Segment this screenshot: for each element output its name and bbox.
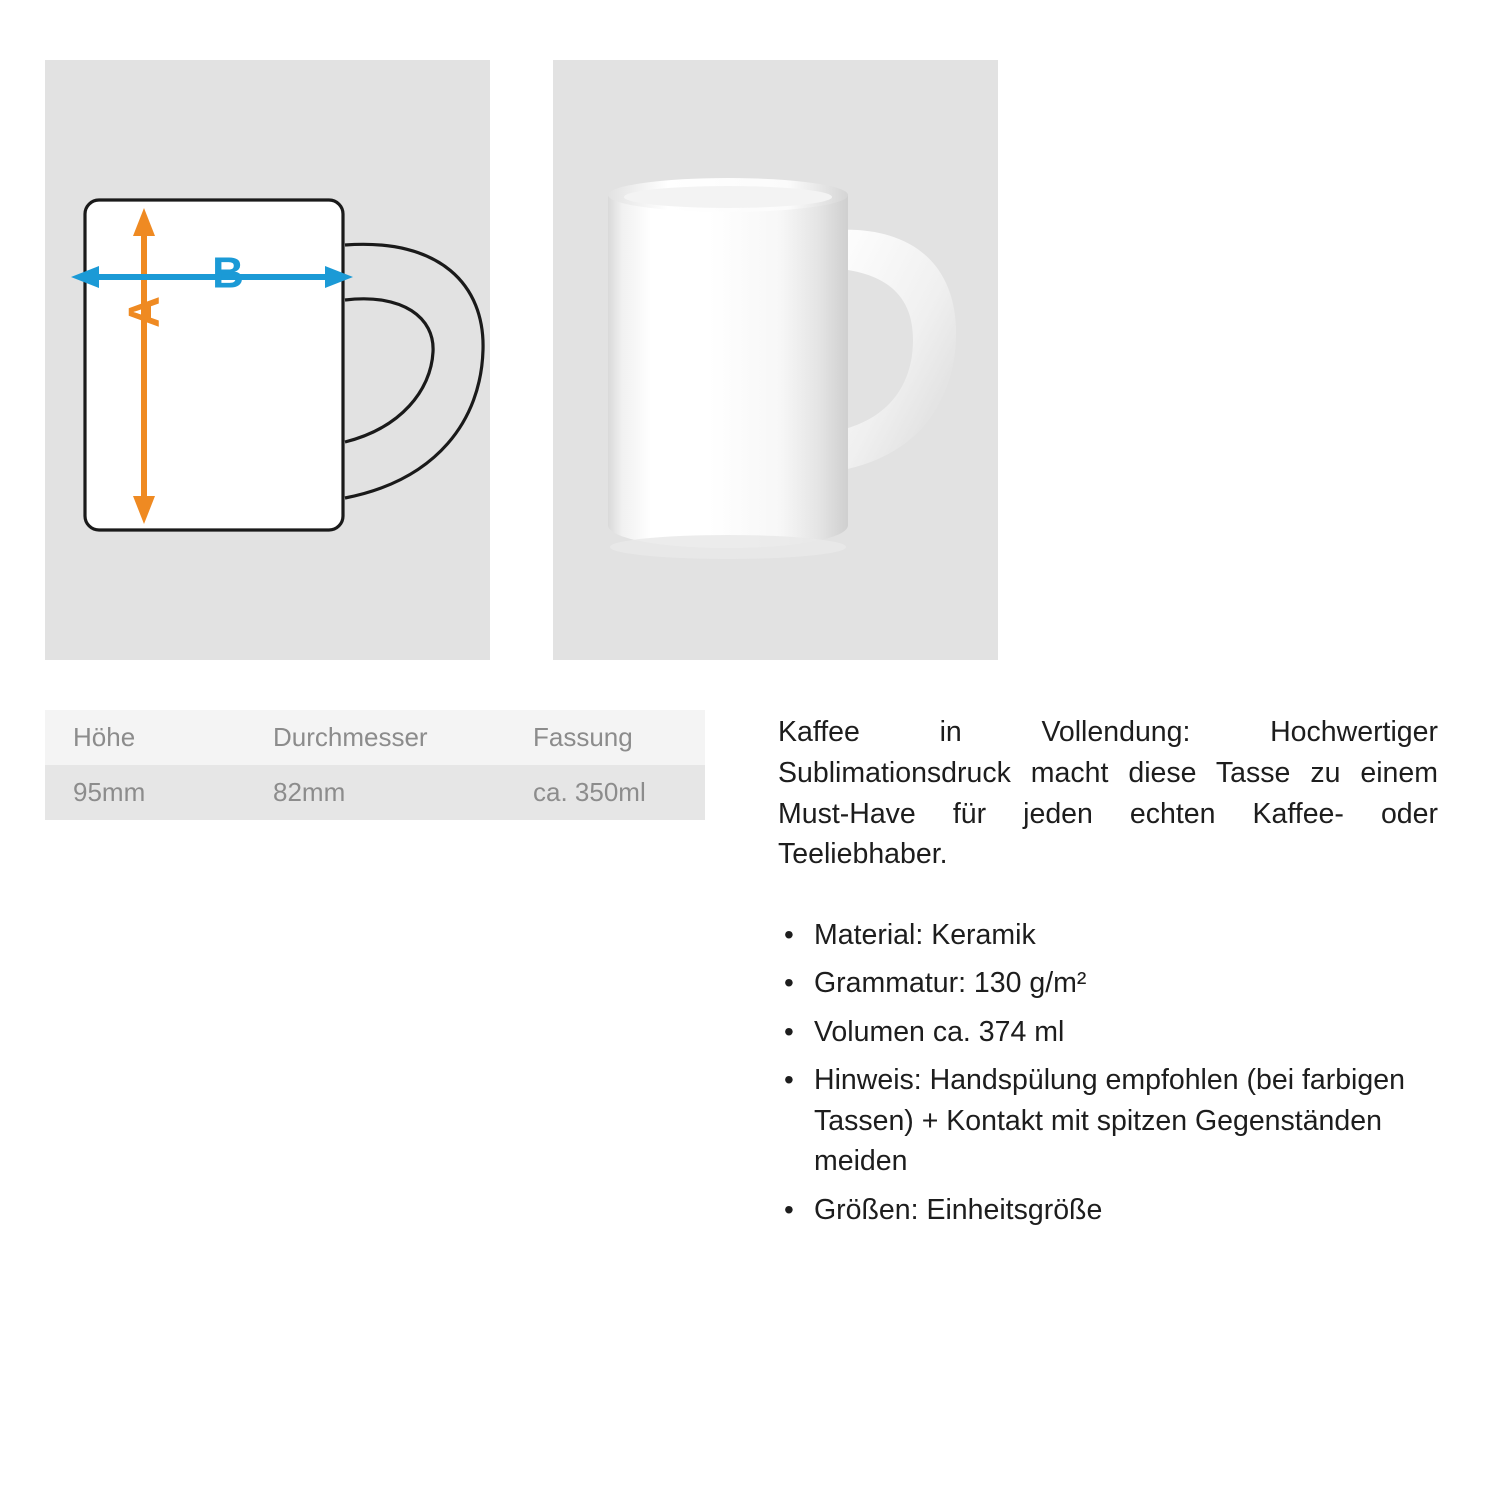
height-label: A — [119, 296, 169, 328]
mug-schematic-svg — [45, 60, 490, 660]
specs-header-row — [45, 710, 705, 765]
specs-table — [45, 710, 705, 820]
specs-value-row — [45, 765, 705, 820]
mug-handle — [831, 230, 956, 472]
mug-base-shadow — [610, 535, 846, 559]
handle-inner-outline — [345, 299, 433, 442]
list-item: • Grammatur: 130 g/m² — [778, 963, 1438, 1003]
handle-outer-outline — [345, 244, 483, 498]
mug-dimension-diagram — [45, 60, 490, 660]
specs-value-capacity: ca. 350ml — [533, 777, 646, 807]
description-intro: Kaffee in Vollendung: Hochwertiger Sublimationsdruck macht diese Tasse zu einem Must-Have für jeden echten Kaffee- oder Teeliebhaber. — [778, 716, 1438, 871]
specs-value-diameter: 82mm — [273, 777, 346, 807]
mug-product-photo — [553, 60, 998, 660]
list-item: • Material: Keramik — [778, 915, 1438, 955]
specs-header-height: Höhe — [73, 722, 136, 752]
specs-header-diameter: Durchmesser — [273, 722, 428, 752]
mug-body — [608, 195, 848, 548]
list-item: • Hinweis: Handspülung empfohlen (bei farbigen Tassen) + Kontakt mit spitzen Gegenständen meiden — [778, 1060, 1438, 1181]
specs-header-capacity: Fassung — [533, 722, 633, 752]
mug-photo-svg — [553, 60, 998, 660]
list-item: • Größen: Einheitsgröße — [778, 1190, 1438, 1230]
width-label: B — [212, 248, 244, 298]
product-description — [778, 712, 1438, 1238]
mug-rim-inner — [624, 186, 832, 208]
list-item: • Volumen ca. 374 ml — [778, 1012, 1438, 1052]
description-bullet-list — [778, 915, 1438, 1230]
specs-value-height: 95mm — [73, 777, 146, 807]
